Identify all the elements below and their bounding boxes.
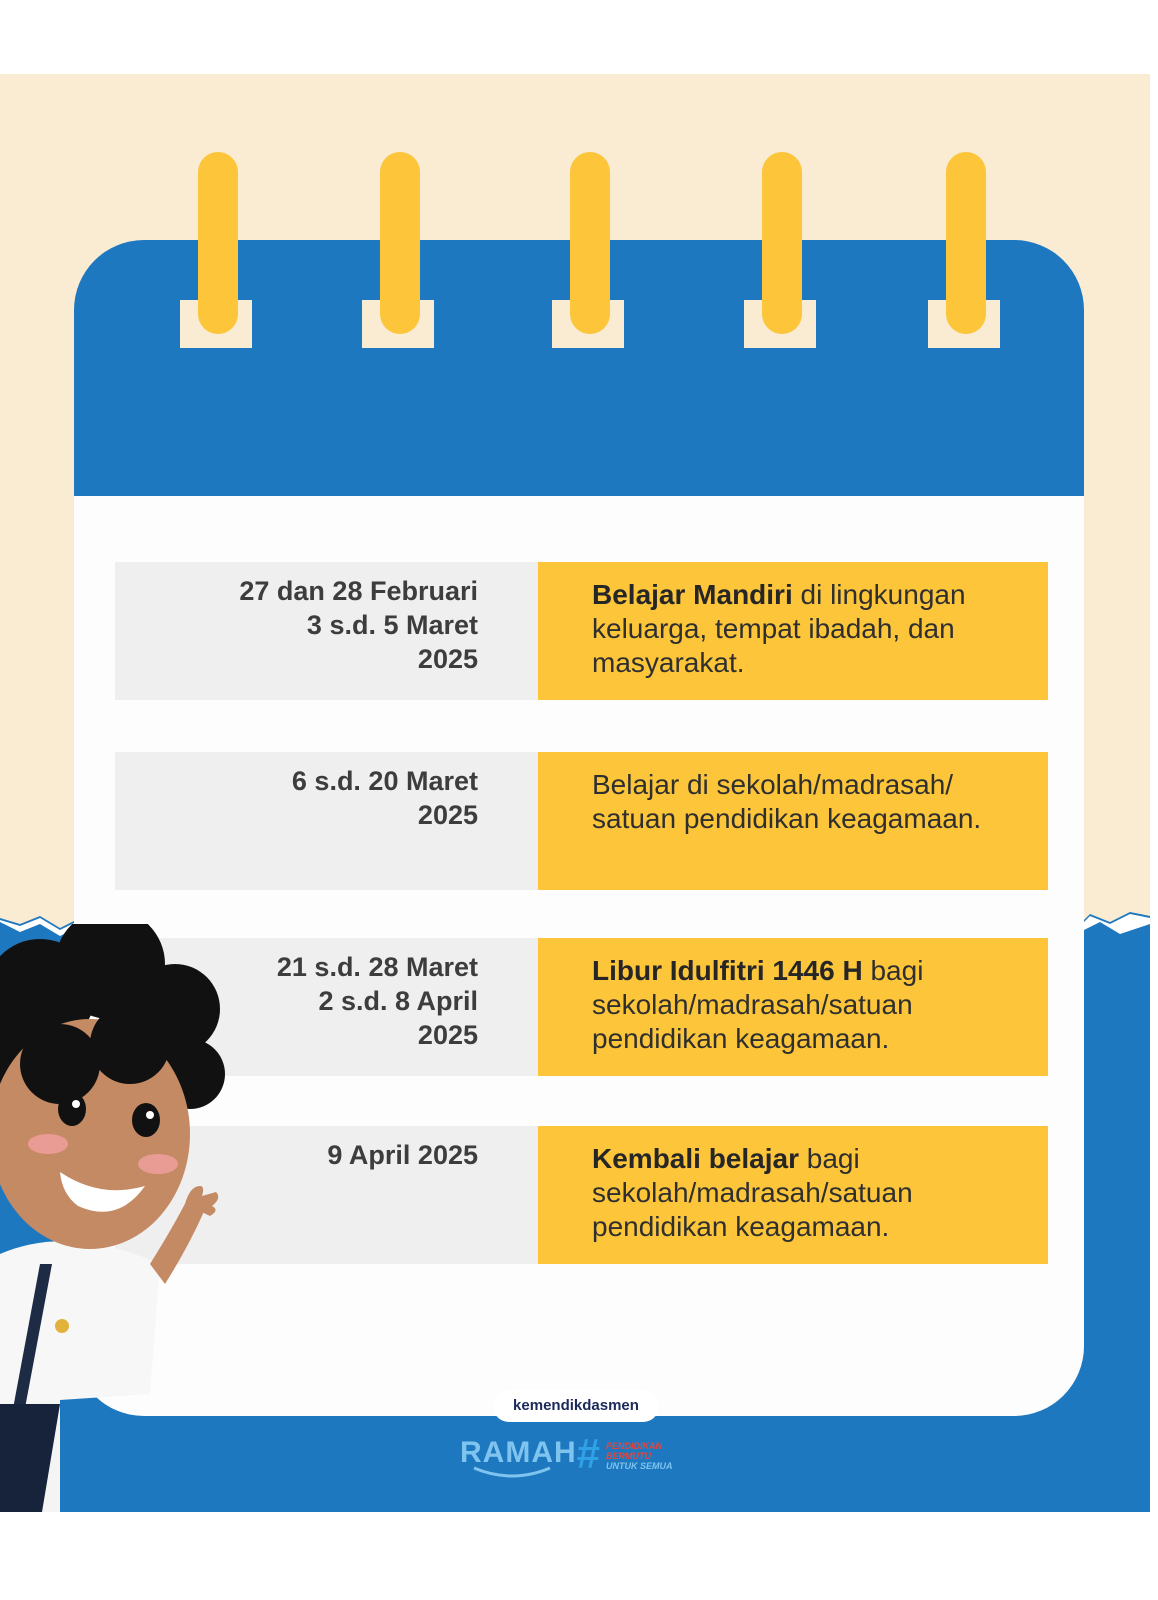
binder-ring — [762, 152, 802, 334]
hashtag-logo: # — [576, 1430, 600, 1477]
ramah-logo-smile — [470, 1464, 554, 1480]
tagline-line-2: BERMUTU — [606, 1451, 651, 1461]
student-illustration — [0, 924, 240, 1512]
schedule-highlight: Belajar Mandiri — [592, 579, 793, 610]
schedule-date: 27 dan 28 Februari 3 s.d. 5 Maret 2025 — [115, 562, 538, 700]
schedule-row — [115, 752, 1048, 890]
schedule-detail: di lingkungan keluarga, tempat ibadah, dan masyarakat. — [592, 579, 966, 678]
schedule-highlight: Libur Idulfitri 1446 H — [592, 955, 863, 986]
schedule-row — [115, 1126, 1048, 1264]
schedule-row — [115, 938, 1048, 1076]
binder-ring — [198, 152, 238, 334]
schedule-detail: Belajar di sekolah/madrasah/ satuan pendidikan keagamaan. — [592, 769, 982, 834]
ramah-logo: RAMAH — [460, 1436, 577, 1469]
schedule-description — [538, 752, 1048, 890]
schedule-detail: bagi sekolah/madrasah/satuan pendidikan keagamaan. — [592, 955, 924, 1054]
schedule-row — [115, 562, 1048, 700]
schedule-description — [538, 938, 1048, 1076]
kemendikdasmen-handle: kemendikdasmen — [493, 1390, 659, 1422]
binder-ring — [570, 152, 610, 334]
schedule-highlight: Kembali belajar — [592, 1143, 799, 1174]
binder-ring — [946, 152, 986, 334]
schedule-date: 6 s.d. 20 Maret 2025 — [115, 752, 538, 890]
schedule-date: 21 s.d. 28 Maret 2 s.d. 8 April 2025 — [115, 938, 538, 1076]
schedule-description — [538, 562, 1048, 700]
schedule-date: 9 April 2025 — [115, 1126, 538, 1264]
schedule-description — [538, 1126, 1048, 1264]
schedule-detail: bagi sekolah/madrasah/satuan pendidikan keagamaan. — [592, 1143, 913, 1242]
tagline-line-3: UNTUK SEMUA — [606, 1461, 673, 1471]
tagline-line-1: PENDIDIKAN — [606, 1441, 663, 1451]
poster — [0, 74, 1150, 1512]
hashtag-tagline — [606, 1441, 673, 1471]
binder-ring — [380, 152, 420, 334]
